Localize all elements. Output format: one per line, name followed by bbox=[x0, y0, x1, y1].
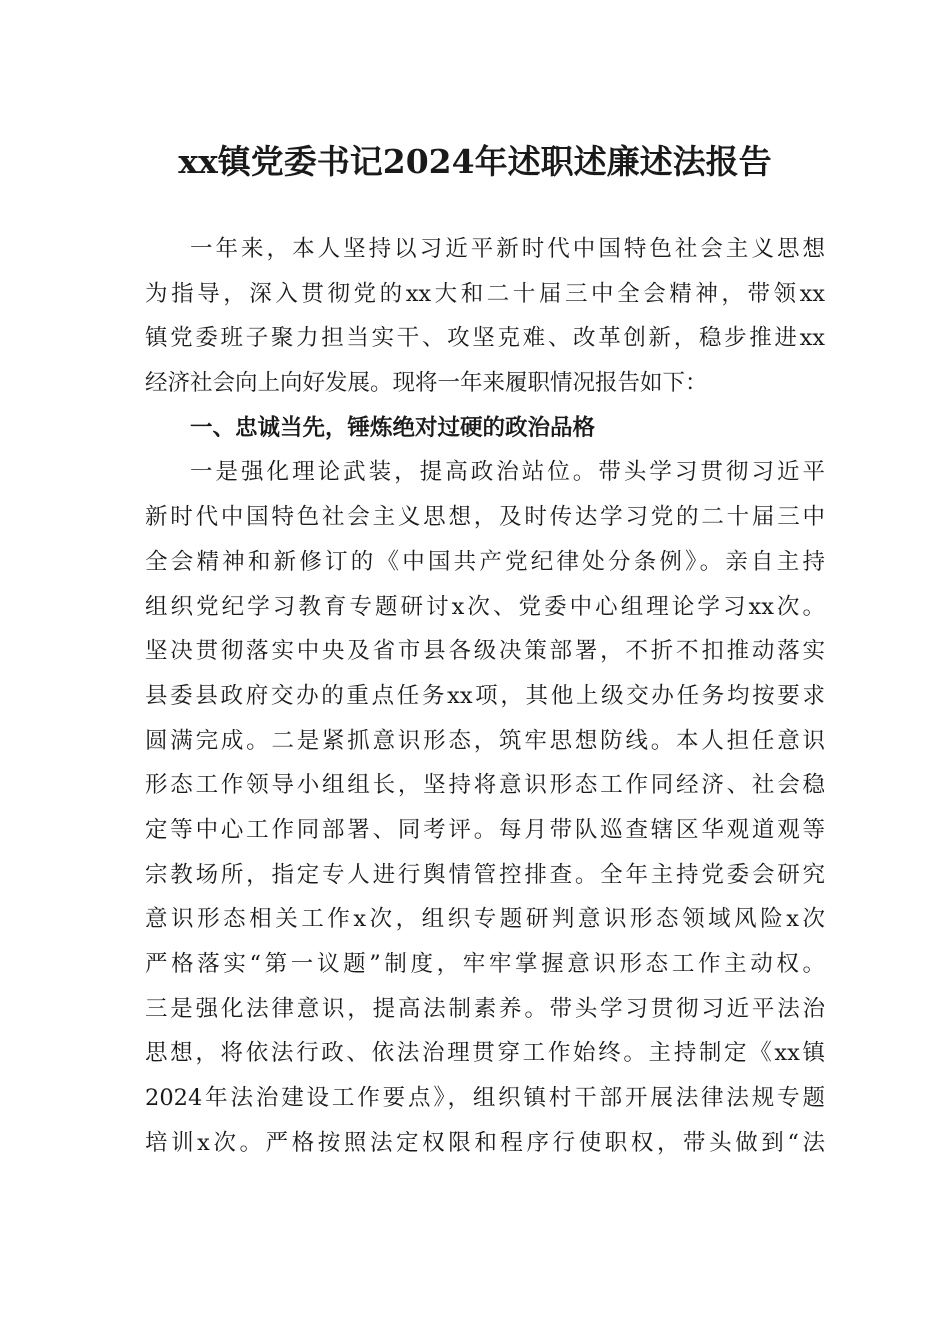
paragraph-line: 定等中心工作同部署、同考评。每月带队巡查辖区华观道观等 bbox=[145, 816, 825, 843]
document-body bbox=[145, 227, 825, 1165]
intro-line: 一年来，本人坚持以习近平新时代中国特色社会主义思想 bbox=[190, 236, 825, 262]
paragraph-line: 思想，将依法行政、依法治理贯穿工作始终。主持制定《xx镇 bbox=[145, 1040, 825, 1067]
paragraph-line: 一是强化理论武装，提高政治站位。带头学习贯彻习近平 bbox=[190, 459, 825, 486]
paragraph-line: 组织党纪学习教育专题研讨x次、党委中心组理论学习xx次。 bbox=[145, 593, 825, 620]
paragraph-line: 圆满完成。二是紧抓意识形态，筑牢思想防线。本人担任意识 bbox=[145, 727, 825, 754]
paragraph-line: 2024年法治建设工作要点》，组织镇村干部开展法律法规专题 bbox=[145, 1085, 825, 1112]
document-title: xx镇党委书记2024年述职述廉述法报告 bbox=[178, 142, 772, 181]
intro-line: 经济社会向上向好发展。现将一年来履职情况报告如下： bbox=[145, 370, 708, 397]
paragraph-line: 新时代中国特色社会主义思想，及时传达学习党的二十届三中 bbox=[145, 504, 825, 531]
paragraph-line: 培训x次。严格按照法定权限和程序行使职权，带头做到“法 bbox=[145, 1129, 825, 1156]
intro-line: 为指导，深入贯彻党的xx大和二十届三中全会精神，带领xx bbox=[145, 280, 825, 307]
paragraph-line: 坚决贯彻落实中央及省市县各级决策部署，不折不扣推动落实 bbox=[145, 638, 825, 665]
paragraph-line: 县委县政府交办的重点任务xx项，其他上级交办任务均按要求 bbox=[145, 682, 825, 709]
paragraph-line: 全会精神和新修订的《中国共产党纪律处分条例》。亲自主持 bbox=[145, 548, 825, 575]
paragraph-line: 宗教场所，指定专人进行舆情管控排查。全年主持党委会研究 bbox=[145, 861, 825, 888]
paragraph-line: 严格落实“第一议题”制度，牢牢掌握意识形态工作主动权。 bbox=[145, 951, 825, 977]
paragraph-line: 三是强化法律意识，提高法制素养。带头学习贯彻习近平法治 bbox=[145, 995, 825, 1022]
section-heading: 一、忠诚当先，锤炼绝对过硬的政治品格 bbox=[190, 414, 596, 441]
paragraph-line: 形态工作领导小组组长，坚持将意识形态工作同经济、社会稳 bbox=[145, 772, 825, 799]
paragraph-line: 意识形态相关工作x次，组织专题研判意识形态领域风险x次 bbox=[145, 906, 825, 933]
intro-line: 镇党委班子聚力担当实干、攻坚克难、改革创新，稳步推进xx bbox=[145, 325, 825, 352]
